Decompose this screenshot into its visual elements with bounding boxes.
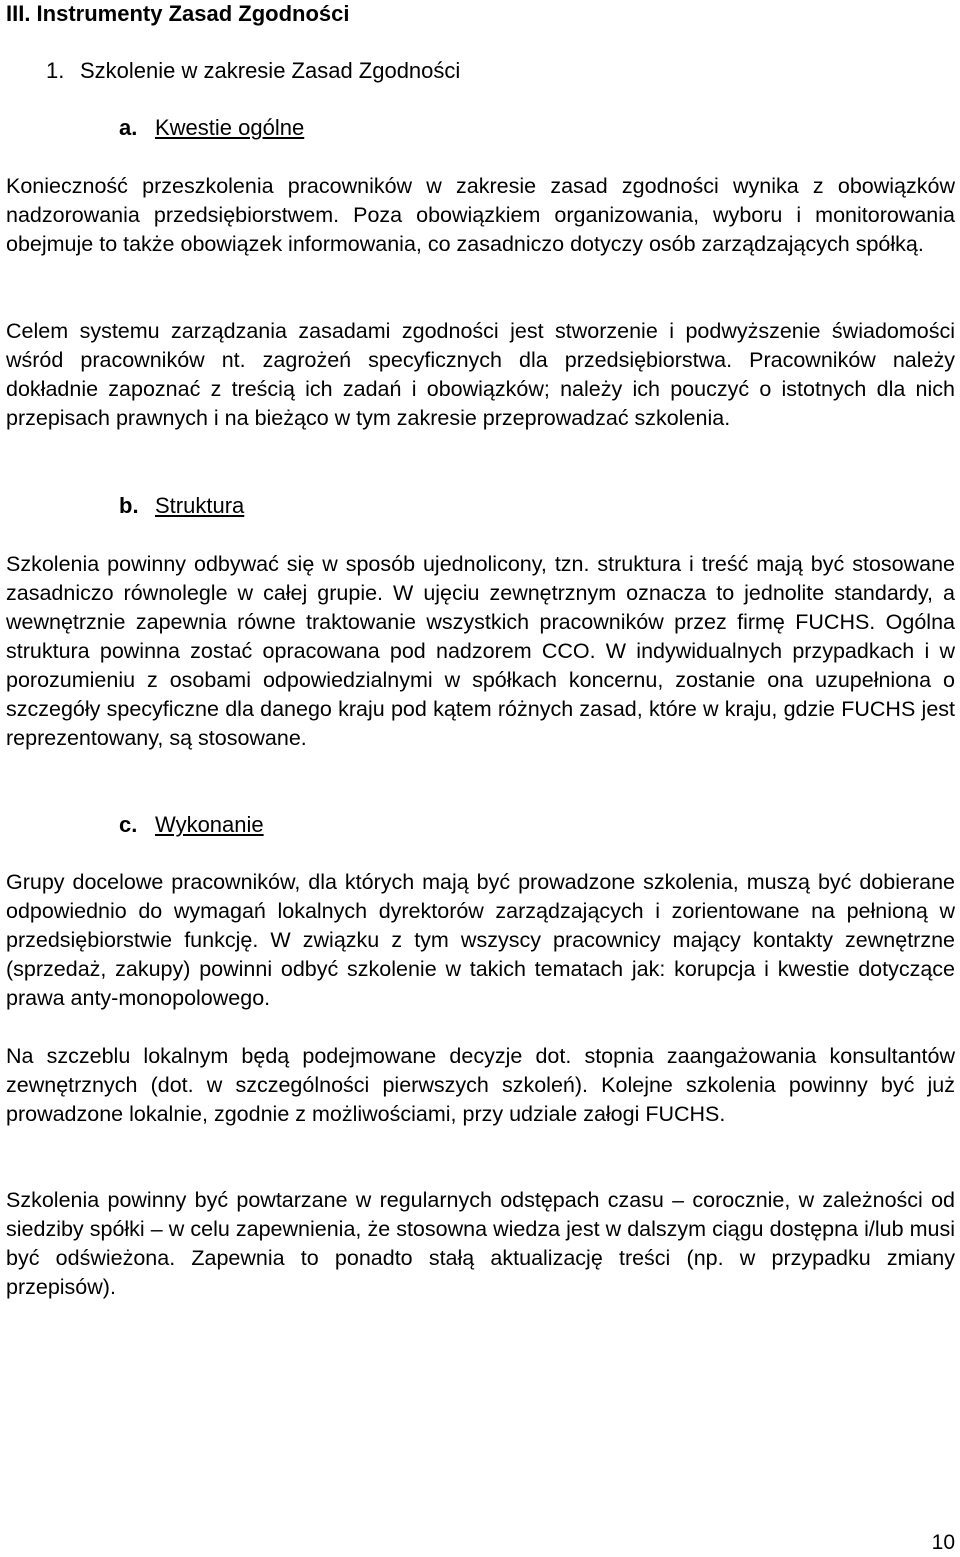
paragraph: Grupy docelowe pracowników, dla których mają być prowadzone szkolenia, muszą być dobierane odpowiednio do wymagań lokalnych dyrektorów zarządzających i zorientowane na pełnioną w przedsiębiorstwie funkcję. W związku z tym wszyscy pracownicy mający kontakty zewnętrzne (sprzedaż, zakupy) powinni odbyć szkolenie w takich tematach jak: korupcja i kwestie dotyczące prawa anty-monopolowego. <box>6 870 955 1010</box>
paragraph: Szkolenia powinny być powtarzane w regularnych odstępach czasu – corocznie, w zależności od siedziby spółki – w celu zapewnienia, że stosowna wiedza jest w dalszym ciągu dostępna i/lub musi być odświeżona. Zapewnia to ponadto stałą aktualizację treści (np. w przypadku zmiany przepisów). <box>6 1188 955 1299</box>
paragraph: Na szczeblu lokalnym będą podejmowane decyzje dot. stopnia zaangażowania konsultantów zewnętrznych (dot. w szczególności pierwszych szkoleń). Kolejne szkolenia powinny być już prowadzone lokalnie, zgodnie z możliwościami, przy udziale załogi FUCHS. <box>6 1044 955 1126</box>
section-letter: c. <box>119 812 138 837</box>
subsection-number: 1. <box>46 58 65 83</box>
paragraph: Celem systemu zarządzania zasadami zgodności jest stworzenie i podwyższenie świadomości wśród pracowników nt. zagrożeń specyficznych dla przedsiębiorstwa. Pracowników należy dokładnie zapoznać z treścią ich zadań i obowiązków; należy ich pouczyć o istotnych dla nich przepisach prawnych i na bieżąco w tym zakresie przeprowadzać szkolenia. <box>6 319 955 430</box>
section-title: Struktura <box>155 493 245 518</box>
section-heading-b <box>119 492 244 520</box>
section-heading-a <box>119 114 304 142</box>
section-title: Kwestie ogólne <box>155 115 305 140</box>
section-letter: a. <box>119 115 138 140</box>
chapter-heading: III. Instrumenty Zasad Zgodności <box>6 1 350 26</box>
page-number: 10 <box>931 1531 955 1554</box>
subsection-heading <box>46 57 460 85</box>
paragraph: Szkolenia powinny odbywać się w sposób ujednolicony, tzn. struktura i treść mają być stosowane zasadniczo równolegle w całej grupie. W ujęciu zewnętrznym oznacza to jednolite standardy, a wewnętrznie zapewnia równe traktowanie wszystkich pracowników przez firmę FUCHS. Ogólna struktura powinna zostać opracowana pod nadzorem CCO. W indywidualnych przypadkach i w porozumieniu z osobami odpowiedzialnymi w spółkach koncernu, zostanie ona uzupełniona o szczegóły specyficzne dla danego kraju pod kątem różnych zasad, które w kraju, gdzie FUCHS jest reprezentowany, są stosowane. <box>6 552 955 750</box>
paragraph: Konieczność przeszkolenia pracowników w zakresie zasad zgodności wynika z obowiązków nadzorowania przedsiębiorstwem. Poza obowiązkiem organizowania, wyboru i monitorowania obejmuje to także obowiązek informowania, co zasadniczo dotyczy osób zarządzających spółką. <box>6 174 955 256</box>
section-title: Wykonanie <box>155 812 264 837</box>
section-letter: b. <box>119 493 139 518</box>
subsection-title: Szkolenie w zakresie Zasad Zgodności <box>80 58 461 83</box>
section-heading-c <box>119 811 264 839</box>
